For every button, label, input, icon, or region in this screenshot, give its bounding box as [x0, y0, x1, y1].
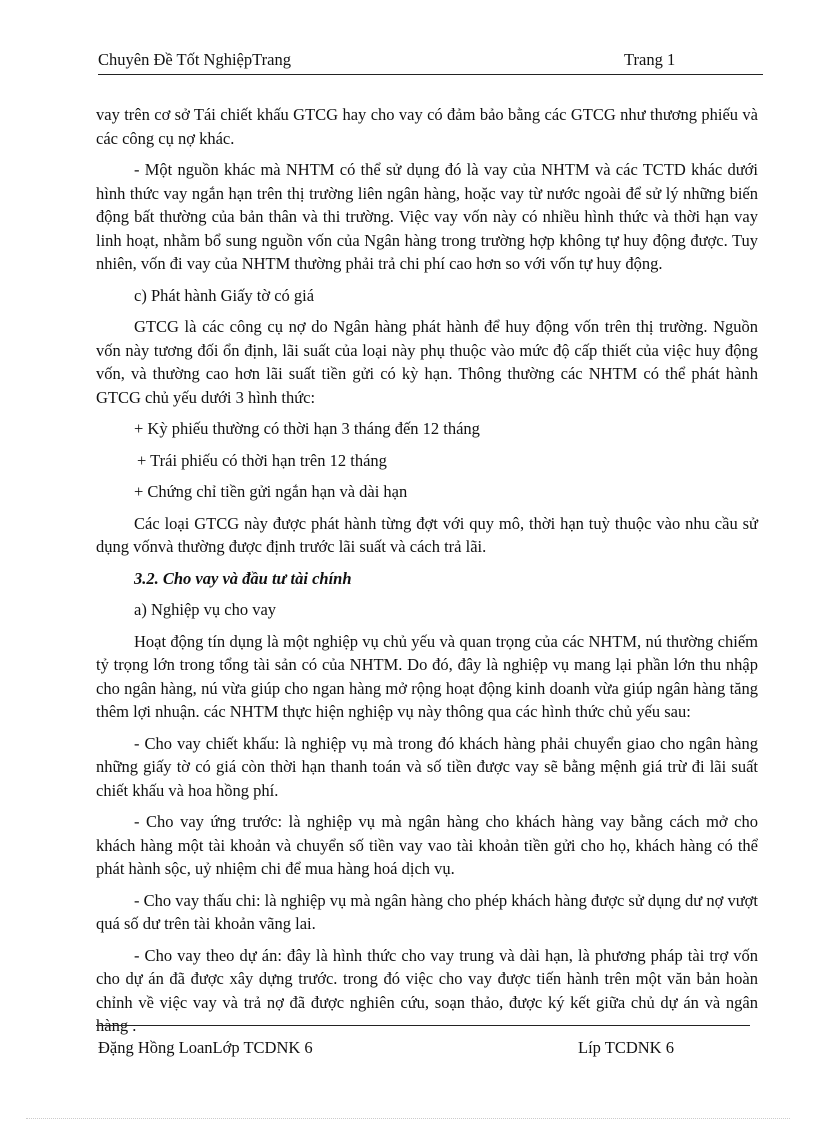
header-page-number: Trang 1 — [624, 50, 676, 69]
list-item: + Kỳ phiếu thường có thời hạn 3 tháng đến 12 tháng — [134, 419, 480, 438]
document-body — [96, 103, 758, 1046]
list-item: + Trái phiếu có thời hạn trên 12 tháng — [137, 450, 387, 470]
footer-class: Líp TCDNK 6 — [578, 1038, 674, 1057]
page-header — [98, 50, 763, 75]
footer-author: Đặng Hồng LoanLớp TCDNK 6 — [98, 1038, 313, 1057]
paragraph: Hoạt động tín dụng là một nghiệp vụ chủ yếu và quan trọng của các NHTM, nú thường chiếm tỷ trọng lớn trong tổng tài sản có của NHTM. Do đó, đây là nghiệp vụ mang lại phần lớn thu nhập cho ngân hàng, nú vừa giúp cho ngan hàng mở rộng hoạt động kinh doanh vừa giúp ngân hàng tăng thêm lợi nhuận. các NHTM thực hiện nghiệp vụ này thông qua các hình thức chủ yếu sau: — [96, 631, 758, 721]
page-footer — [98, 1038, 763, 1062]
paragraph: - Một nguồn khác mà NHTM có thể sử dụng đó là vay của NHTM và các TCTD khác dưới hình thức vay ngắn hạn trên thị trường liên ngân hàng, hoặc vay từ nước ngoài để sử lý những biến động bất thường của bản thân và thi trường. Việc vay vốn này có nhiều hình thức và thời hạn vay linh hoạt, nhằm bổ sung nguồn vốn của Ngân hàng trong trường hợp không tự huy động được. Tuy nhiên, vốn đi vay của NHTM thường phải trả chi phí cao hơn so với vốn tự huy động. — [96, 160, 758, 273]
page-edge-divider — [26, 1118, 790, 1119]
paragraph: - Cho vay theo dự án: đây là hình thức cho vay trung và dài hạn, là phương pháp tài trợ vốn cho dự án đã được xây dựng trước. trong đó việc cho vay được tiến hành trên một văn bản hoàn chỉnh về việc vay và trả nợ đã được nghiên cứu, soạn thảo, được ký kết giữa chủ dự án và ngân hàng . — [96, 945, 758, 1035]
paragraph: GTCG là các công cụ nợ do Ngân hàng phát hành để huy động vốn trên thị trường. Nguồn vốn này tương đối ổn định, lãi suất của loại này phụ thuộc vào mức độ cấp thiết của việc huy động vốn, và thường cao hơn lãi suất tiền gửi có kỳ hạn. Thông thường các NHTM có thể phát hành GTCG chủ yếu dưới 3 hình thức: — [96, 317, 758, 407]
paragraph: vay trên cơ sở Tái chiết khấu GTCG hay cho vay có đảm bảo bằng các GTCG như thương phiếu và các công cụ nợ khác. — [96, 105, 758, 148]
list-item: + Chứng chỉ tiền gửi ngắn hạn và dài hạn — [134, 482, 408, 501]
section-heading: c) Phát hành Giấy tờ có giá — [134, 285, 315, 305]
paragraph: Các loại GTCG này được phát hành từng đợt với quy mô, thời hạn tuỳ thuộc vào nhu cầu sử dụng vốnvà thường được định trước lãi suất và cách trả lãi. — [96, 513, 758, 556]
header-title: Chuyên Đề Tốt NghiệpTrang — [98, 50, 291, 69]
footer-divider — [96, 1025, 750, 1026]
paragraph: - Cho vay ứng trước: là nghiệp vụ mà ngân hàng cho khách hàng vay bằng cách mở cho khách hàng một tài khoản và chuyển số tiền vay vao tài khoản tiền gửi cho họ, khách hàng có thể phát hành sộc, uỷ nhiệm chi để mua hàng hoá dịch vụ. — [96, 812, 758, 878]
paragraph: - Cho vay thấu chi: là nghiệp vụ mà ngân hàng cho phép khách hàng được sử dụng dư nợ vượt quá số dư trên tài khoản vãng lai. — [96, 890, 758, 933]
section-heading-bold: 3.2. Cho vay và đầu tư tài chính — [134, 568, 352, 588]
section-heading: a) Nghiệp vụ cho vay — [134, 600, 277, 619]
paragraph: - Cho vay chiết khấu: là nghiệp vụ mà trong đó khách hàng phải chuyển giao cho ngân hàng những giấy tờ có giá còn thời hạn thanh toán và số tiền được vay sẽ bằng mệnh giá trừ đi lãi suất chiết khấu và hoa hồng phí. — [96, 733, 758, 800]
